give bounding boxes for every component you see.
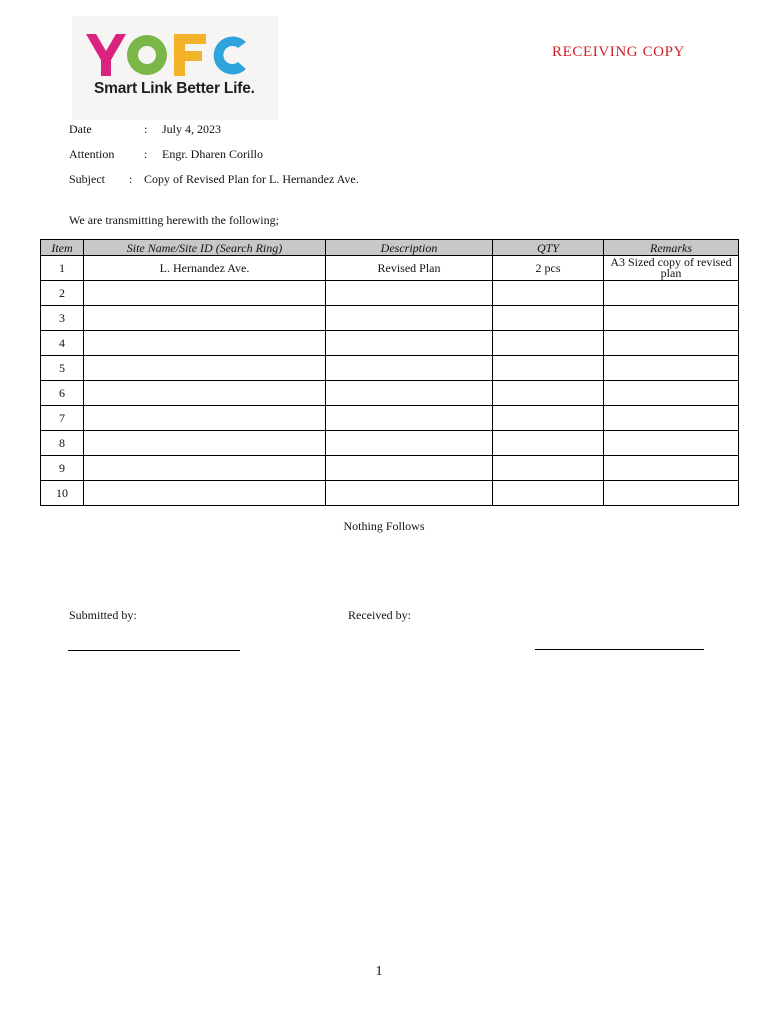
cell-site-name <box>84 406 326 431</box>
cell-qty <box>493 456 604 481</box>
cell-remarks <box>604 281 739 306</box>
yofc-logo-icon <box>86 34 266 84</box>
cell-site-name <box>84 481 326 506</box>
logo-tagline: Smart Link Better Life. <box>94 80 255 97</box>
cell-item: 1 <box>41 256 84 281</box>
received-by-label: Received by: <box>348 608 411 622</box>
cell-description <box>326 456 493 481</box>
cell-description <box>326 381 493 406</box>
cell-qty <box>493 306 604 331</box>
cell-qty <box>493 331 604 356</box>
cell-remarks <box>604 456 739 481</box>
cell-site-name <box>84 431 326 456</box>
subject-value: Copy of Revised Plan for L. Hernandez Ave. <box>144 172 359 186</box>
cell-remarks <box>604 331 739 356</box>
table-row <box>41 381 739 406</box>
cell-item: 4 <box>41 331 84 356</box>
date-separator: : <box>144 122 148 136</box>
attention-separator: : <box>144 147 148 161</box>
cell-qty <box>493 406 604 431</box>
cell-remarks <box>604 356 739 381</box>
table-row <box>41 481 739 506</box>
cell-description <box>326 306 493 331</box>
header-site-name: Site Name/Site ID (Search Ring) <box>84 240 326 256</box>
cell-item: 3 <box>41 306 84 331</box>
cell-qty <box>493 481 604 506</box>
header-description: Description <box>326 240 493 256</box>
company-logo <box>72 16 278 120</box>
cell-site-name <box>84 456 326 481</box>
received-signature-line <box>535 649 704 650</box>
submitted-by-label: Submitted by: <box>69 608 137 622</box>
header-qty: QTY <box>493 240 604 256</box>
table-row <box>41 431 739 456</box>
cell-item: 6 <box>41 381 84 406</box>
cell-item: 7 <box>41 406 84 431</box>
cell-site-name: L. Hernandez Ave. <box>84 256 326 281</box>
cell-item: 9 <box>41 456 84 481</box>
cell-remarks: A3 Sized copy of revised plan <box>604 256 739 281</box>
transmittal-table <box>40 239 739 506</box>
intro-text: We are transmitting herewith the following; <box>69 213 279 227</box>
submitted-signature-line <box>68 650 240 651</box>
receiving-copy-title: RECEIVING COPY <box>552 44 685 60</box>
subject-separator: : <box>129 172 133 186</box>
cell-qty <box>493 356 604 381</box>
cell-site-name <box>84 331 326 356</box>
cell-description <box>326 356 493 381</box>
cell-site-name <box>84 306 326 331</box>
table-row <box>41 356 739 381</box>
cell-remarks <box>604 381 739 406</box>
cell-site-name <box>84 356 326 381</box>
table-row <box>41 456 739 481</box>
table-row <box>41 281 739 306</box>
cell-qty <box>493 281 604 306</box>
cell-remarks <box>604 306 739 331</box>
cell-site-name <box>84 381 326 406</box>
table-row <box>41 406 739 431</box>
page-number: 1 <box>375 964 383 979</box>
attention-value: Engr. Dharen Corillo <box>162 147 263 161</box>
cell-item: 5 <box>41 356 84 381</box>
cell-item: 2 <box>41 281 84 306</box>
nothing-follows-note: Nothing Follows <box>343 519 425 533</box>
cell-remarks <box>604 406 739 431</box>
cell-remarks <box>604 431 739 456</box>
date-label: Date <box>69 122 92 136</box>
cell-site-name <box>84 281 326 306</box>
cell-description <box>326 331 493 356</box>
cell-description <box>326 481 493 506</box>
cell-item: 8 <box>41 431 84 456</box>
cell-qty <box>493 431 604 456</box>
header-item: Item <box>41 240 84 256</box>
cell-description <box>326 281 493 306</box>
cell-remarks <box>604 481 739 506</box>
table-row <box>41 256 739 281</box>
cell-description: Revised Plan <box>326 256 493 281</box>
cell-qty: 2 pcs <box>493 256 604 281</box>
table-row <box>41 331 739 356</box>
header-remarks: Remarks <box>604 240 739 256</box>
cell-description <box>326 431 493 456</box>
subject-label: Subject <box>69 172 105 186</box>
date-value: July 4, 2023 <box>162 122 222 136</box>
table-header-row <box>41 240 739 256</box>
table-row <box>41 306 739 331</box>
cell-qty <box>493 381 604 406</box>
cell-description <box>326 406 493 431</box>
attention-label: Attention <box>69 147 115 161</box>
cell-item: 10 <box>41 481 84 506</box>
